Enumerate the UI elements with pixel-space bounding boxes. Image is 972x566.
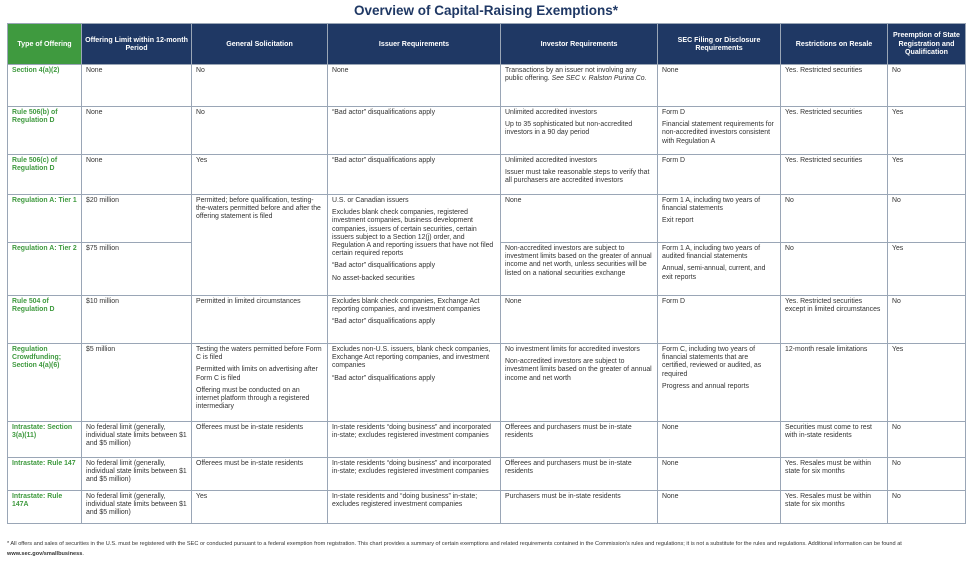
- issuer-cell: [328, 344, 501, 422]
- cell-text: Form 1 A, including two years of audited financial statements: [662, 245, 761, 261]
- cell-text: Excludes blank check companies, Exchange Act reporting companies, and investment companies: [332, 298, 481, 314]
- investor-cell: [501, 65, 658, 107]
- cell-text: Excludes non-U.S. issuers, blank check companies, Exchange Act reporting companies, and investment companies: [332, 346, 491, 370]
- exemptions-table-wrapper: [7, 23, 965, 524]
- cell-text: No: [196, 67, 205, 74]
- solicitation-cell: [192, 422, 328, 458]
- footnote-link[interactable]: www.sec.gov/smallbusiness: [7, 551, 83, 557]
- cell-text: Offering must be conducted on an internet platform through a registered intermediary: [196, 386, 310, 411]
- sec-filing-cell: [658, 422, 781, 458]
- cell-text: Form 1 A, including two years of financial statements: [662, 197, 761, 213]
- investor-cell: [501, 344, 658, 422]
- header-investor-requirements: Investor Requirements: [501, 24, 658, 65]
- cell-text: “Bad actor” disqualifications apply: [332, 318, 436, 326]
- cell-text: None: [332, 67, 349, 74]
- investor-cell: [501, 296, 658, 344]
- sec-filing-cell: [658, 155, 781, 195]
- preemption-cell: No: [888, 195, 966, 243]
- investor-cell: [501, 422, 658, 458]
- issuer-cell: [328, 491, 501, 524]
- solicitation-cell: [192, 65, 328, 107]
- issuer-cell: [328, 296, 501, 344]
- solicitation-cell: [192, 107, 328, 155]
- cell-text: Annual, semi-annual, current, and exit reports: [662, 265, 766, 281]
- cell-text: Transactions by an issuer not involving any public offering.: [505, 67, 637, 83]
- cell-text: Unlimited accredited investors: [505, 109, 597, 116]
- header-row: [8, 24, 966, 65]
- cell-text: None: [662, 460, 679, 467]
- cell-text: No: [196, 109, 205, 116]
- offering-type-cell: Intrastate: Section 3(a)(11): [8, 422, 82, 458]
- cell-text: “Bad actor” disqualifications apply: [332, 157, 436, 164]
- header-preemption: Preemption of State Registration and Qualification: [888, 24, 966, 65]
- sec-filing-cell: [658, 458, 781, 491]
- offering-type-cell: Regulation A: Tier 1: [8, 195, 82, 243]
- issuer-cell: [328, 107, 501, 155]
- cell-text: No asset-backed securities: [332, 274, 415, 282]
- table-row: [8, 296, 966, 344]
- cell-text: Non-accredited investors are subject to investment limits based on the greater of annual income and net worth, unless securities will be listed on a national securities exchange: [505, 245, 652, 277]
- offering-limit-cell: No federal limit (generally, individual state limits between $1 and $5 million): [82, 422, 192, 458]
- cell-text: Progress and annual reports: [662, 382, 749, 390]
- preemption-cell: Yes: [888, 344, 966, 422]
- table-row: [8, 344, 966, 422]
- cell-text: No investment limits for accredited investors: [505, 346, 640, 353]
- header-type-of-offering: Type of Offering: [8, 24, 82, 65]
- issuer-cell: [328, 65, 501, 107]
- table-row: [8, 65, 966, 107]
- cell-text: Exit report: [662, 217, 694, 225]
- investor-cell: [501, 458, 658, 491]
- offering-type-cell: Rule 506(c) of Regulation D: [8, 155, 82, 195]
- case-citation: See SEC v. Ralston Purina Co.: [551, 75, 647, 83]
- resale-cell: Yes. Restricted securities: [781, 107, 888, 155]
- cell-text: In-state residents “doing business” and incorporated in-state; excludes registered investment companies: [332, 460, 491, 476]
- cell-text: “Bad actor” disqualifications apply: [332, 262, 436, 270]
- offering-type-cell: Section 4(a)(2): [8, 65, 82, 107]
- offering-limit-cell: No federal limit (generally, individual state limits between $1 and $5 million): [82, 458, 192, 491]
- table-row: [8, 155, 966, 195]
- offering-limit-cell: $10 million: [82, 296, 192, 344]
- table-row: [8, 458, 966, 491]
- preemption-cell: No: [888, 458, 966, 491]
- cell-text: “Bad actor” disqualifications apply: [332, 374, 436, 382]
- cell-text: In-state residents “doing business” and incorporated in-state; excludes registered investment companies: [332, 424, 491, 440]
- cell-text: None: [505, 197, 522, 204]
- preemption-cell: No: [888, 422, 966, 458]
- resale-cell: No: [781, 195, 888, 243]
- table-row: [8, 422, 966, 458]
- offering-type-cell: Intrastate: Rule 147: [8, 458, 82, 491]
- footnote-end: .: [82, 551, 84, 557]
- resale-cell: Yes. Resales must be within state for six months: [781, 458, 888, 491]
- header-issuer-requirements: Issuer Requirements: [328, 24, 501, 65]
- cell-text: None: [662, 67, 679, 74]
- resale-cell: Yes. Resales must be within state for six months: [781, 491, 888, 524]
- exemptions-table: [7, 23, 966, 524]
- cell-text: Form D: [662, 157, 685, 164]
- offering-limit-cell: $20 million: [82, 195, 192, 243]
- offering-type-cell: Intrastate: Rule 147A: [8, 491, 82, 524]
- header-restrictions-on-resale: Restrictions on Resale: [781, 24, 888, 65]
- issuer-cell: [328, 155, 501, 195]
- preemption-cell: Yes: [888, 107, 966, 155]
- offering-limit-cell: $75 million: [82, 243, 192, 296]
- offering-limit-cell: $5 million: [82, 344, 192, 422]
- investor-cell: [501, 155, 658, 195]
- header-sec-filing: SEC Filing or Disclosure Requirements: [658, 24, 781, 65]
- cell-text: Financial statement requirements for non-accredited investors consistent with Regulation A: [662, 121, 774, 145]
- page-title: Overview of Capital-Raising Exemptions*: [353, 3, 619, 18]
- header-offering-limit: Offering Limit within 12-month Period: [82, 24, 192, 65]
- cell-text: Offerees and purchasers must be in-state residents: [505, 460, 632, 476]
- cell-text: Excludes blank check companies, registered investment companies, business development companies, issuers of certain securities, certain issuers subject to a Section 12(j) order, and Regulation A and reporting issuers that have not filed certain required reports: [332, 209, 494, 258]
- issuer-cell: [328, 422, 501, 458]
- resale-cell: Yes. Restricted securities except in limited circumstances: [781, 296, 888, 344]
- cell-text: None: [505, 298, 522, 305]
- resale-cell: Securities must come to rest with in-state residents: [781, 422, 888, 458]
- sec-filing-cell: [658, 195, 781, 243]
- sec-filing-cell: [658, 344, 781, 422]
- table-row: [8, 491, 966, 524]
- investor-cell: [501, 195, 658, 243]
- cell-text: Offerees must be in-state residents: [196, 460, 304, 467]
- header-general-solicitation: General Solicitation: [192, 24, 328, 65]
- solicitation-cell: [192, 195, 328, 296]
- cell-text: Permitted with limits on advertising after Form C is filed: [196, 366, 318, 382]
- cell-text: Permitted in limited circumstances: [196, 298, 301, 305]
- cell-text: Testing the waters permitted before Form C is filed: [196, 346, 322, 362]
- resale-cell: 12-month resale limitations: [781, 344, 888, 422]
- footnote: [7, 539, 965, 559]
- issuer-cell: [328, 195, 501, 296]
- cell-text: Purchasers must be in-state residents: [505, 493, 621, 500]
- cell-text: Form D: [662, 298, 685, 305]
- sec-filing-cell: [658, 243, 781, 296]
- resale-cell: No: [781, 243, 888, 296]
- cell-text: Permitted; before qualification, testing-the-waters permitted before and after the offering statement is filed: [196, 197, 321, 221]
- cell-text: Issuer must take reasonable steps to verify that all purchasers are accredited investors: [505, 169, 650, 185]
- offering-limit-cell: None: [82, 107, 192, 155]
- investor-cell: [501, 107, 658, 155]
- preemption-cell: No: [888, 296, 966, 344]
- offering-type-cell: Rule 506(b) of Regulation D: [8, 107, 82, 155]
- preemption-cell: No: [888, 491, 966, 524]
- resale-cell: Yes. Restricted securities: [781, 65, 888, 107]
- solicitation-cell: [192, 344, 328, 422]
- offering-limit-cell: No federal limit (generally, individual state limits between $1 and $5 million): [82, 491, 192, 524]
- preemption-cell: No: [888, 65, 966, 107]
- cell-text: Yes: [196, 493, 208, 500]
- offering-type-cell: Regulation Crowdfunding; Section 4(a)(6): [8, 344, 82, 422]
- offering-type-cell: Regulation A: Tier 2: [8, 243, 82, 296]
- table-row: [8, 195, 966, 243]
- solicitation-cell: [192, 296, 328, 344]
- investor-cell: [501, 491, 658, 524]
- preemption-cell: Yes: [888, 155, 966, 195]
- cell-text: Unlimited accredited investors: [505, 157, 597, 164]
- cell-text: Yes: [196, 157, 208, 164]
- solicitation-cell: [192, 491, 328, 524]
- investor-cell: [501, 243, 658, 296]
- cell-text: Offerees and purchasers must be in-state residents: [505, 424, 632, 440]
- solicitation-cell: [192, 155, 328, 195]
- sec-filing-cell: [658, 65, 781, 107]
- cell-text: None: [662, 424, 679, 431]
- offering-limit-cell: None: [82, 155, 192, 195]
- cell-text: Form C, including two years of financial statements that are certified, reviewed or audited, as required: [662, 346, 762, 378]
- cell-text: In-state residents and “doing business” in-state; excludes registered investment companies: [332, 493, 478, 509]
- offering-type-cell: Rule 504 of Regulation D: [8, 296, 82, 344]
- cell-text: None: [662, 493, 679, 500]
- resale-cell: Yes. Restricted securities: [781, 155, 888, 195]
- cell-text: Up to 35 sophisticated but non-accredited investors in a 90 day period: [505, 121, 633, 137]
- cell-text: Offerees must be in-state residents: [196, 424, 304, 431]
- cell-text: U.S. or Canadian issuers: [332, 197, 409, 204]
- cell-text: Non-accredited investors are subject to investment limits based on the greater of annual income and net worth: [505, 358, 652, 382]
- sec-filing-cell: [658, 491, 781, 524]
- cell-text: Form D: [662, 109, 685, 116]
- offering-limit-cell: None: [82, 65, 192, 107]
- sec-filing-cell: [658, 107, 781, 155]
- cell-text: “Bad actor” disqualifications apply: [332, 109, 436, 116]
- sec-filing-cell: [658, 296, 781, 344]
- footnote-text: * All offers and sales of securities in the U.S. must be registered with the SEC or conducted pursuant to a federal exemption from registration. This chart provides a summary of certain exemptions and related requirements contained in the Commission’s rules and regulations; it is not a substitute for the rules and regulations. Additional information can be found at: [7, 541, 902, 547]
- preemption-cell: Yes: [888, 243, 966, 296]
- solicitation-cell: [192, 458, 328, 491]
- issuer-cell: [328, 458, 501, 491]
- table-row: [8, 107, 966, 155]
